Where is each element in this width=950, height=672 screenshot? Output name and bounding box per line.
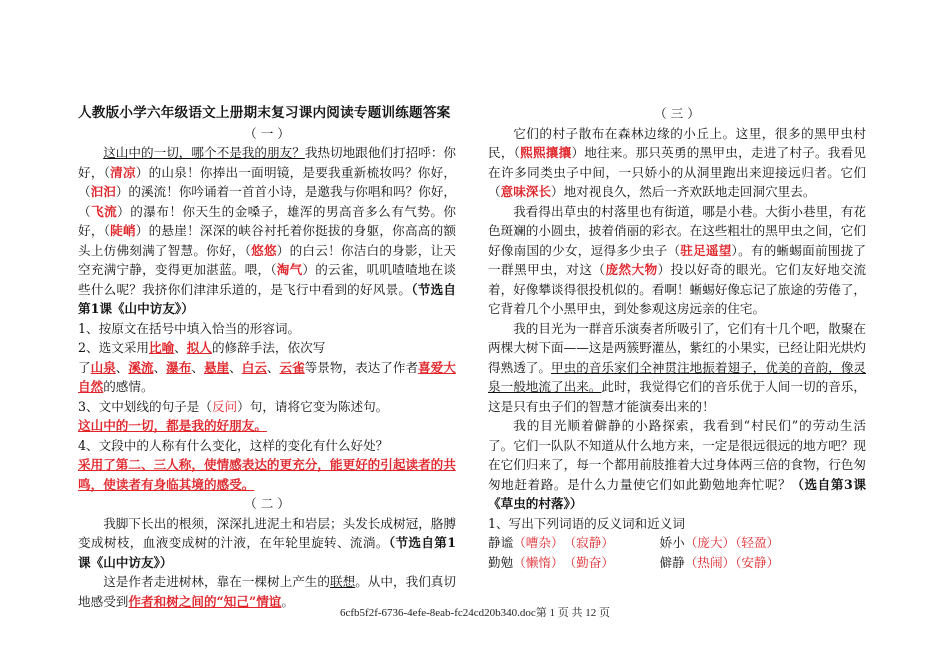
answer-4: 采用了第二、三人称，使情感表达的更充分，能更好的引起读者的共鸣，使读者有身临其境的感受。 xyxy=(78,457,456,492)
answer-word: （热闹） xyxy=(684,554,736,570)
answer-word: 悬崖 xyxy=(203,359,230,375)
answer-word: 意味深长 xyxy=(500,184,551,199)
answer-word: 拟人 xyxy=(186,340,212,355)
left-column xyxy=(78,104,456,611)
passage-2-question: 这是作者走进树林，靠在一棵树上产生的联想。从中，我们真切地感受到作者和树之间的“知己”情谊。 xyxy=(78,574,457,609)
answer-word: （寂静） xyxy=(563,535,614,550)
section-1-heading: （ 一 ） xyxy=(244,125,290,141)
answer-word: （勤奋） xyxy=(563,554,614,570)
right-column xyxy=(488,104,866,572)
answer-word: 驻足遥望 xyxy=(680,242,732,258)
passage-3-para-4: 我的目光顺着僻静的小路探索，我看到“村民们”的劳动生活了。它们一队队不知道从什么地方来，一定是很远很远的地方吧？现在它们归来了，每一个都用前肢推着大过身体两三倍的食物，行色匆匆地赶着路。是什么力量使它们如此勤勉地奔忙呢？（选自第3课《草虫的村落》） xyxy=(488,418,867,511)
document-title: 人教版小学六年级语文上册期末复习课内阅读专题训练题答案 xyxy=(78,105,451,121)
answer-word: （安静） xyxy=(735,554,780,570)
answer-word: 白云 xyxy=(241,359,267,375)
passage-3-para-3: 我的目光为一群音乐演奏者所吸引了，它们有十几个吧，散聚在两棵大树下面——这是两簇野灌丛，紫红的小果实，已经让阳光烘灼得熟透了。甲虫的音乐家们全神贯注地振着翅子，优美的音韵，像灵泉一般地流了出来。此时，我觉得它们的音乐优于人间一切的音乐，这是只有虫子们的智慧才能演奏出来的！ xyxy=(488,320,867,414)
answer-word: 瀑布 xyxy=(166,359,192,375)
answer-word: 悠悠 xyxy=(251,242,277,258)
answer-word: 淘气 xyxy=(276,262,303,277)
answer-word: 溪流 xyxy=(128,359,154,375)
question-3: 3、文中划线的句子是（反问）句，请将它变为陈述句。 xyxy=(78,398,389,414)
answer-word: 飞流 xyxy=(91,203,118,219)
underlined-sentence: 这山中的一切，哪个不是我的朋友？ xyxy=(103,145,305,160)
page-footer: 6cfb5f2f-6736-4efe-8eab-fc24cd20b340.doc第 1 页 共 12 页 xyxy=(339,607,611,619)
antonym-synonym-row-1: 静谧（嘈杂）（寂静） 娇小（庞大）（轻盈） xyxy=(488,533,866,553)
answer-word: 熙熙攘攘 xyxy=(520,145,572,160)
answer-word: 陡峭 xyxy=(110,223,136,238)
answer-word: （嘈杂） xyxy=(513,535,564,550)
question-1: 1、按原文在括号中填入恰当的形容词。 xyxy=(78,320,301,336)
answer-word: 喜爱大自然 xyxy=(78,359,456,394)
answer-word: 云雀 xyxy=(279,359,305,375)
answer-word: （懒惰） xyxy=(513,554,564,570)
source-note: （节选自第1课《山中访友》） xyxy=(78,535,457,570)
answer-word: （庞大） xyxy=(684,535,736,550)
question-3-1: 1、写出下列词语的反义词和近义词 xyxy=(488,515,685,531)
section-3-heading: （ 三 ） xyxy=(654,106,700,121)
answer-phrase: 作者和树之间的“知己”情谊 xyxy=(128,593,282,609)
source-note: （选自第3课《草虫的村落》） xyxy=(488,476,867,511)
source-note: （节选自第1课《山中访友》） xyxy=(78,281,457,316)
question-2: 2、选文采用比喻、拟人的修辞手法，依次写 了山泉、溪流、瀑布、悬崖、白云、云雀等景物，表达了作者喜爱大自然的感情。 xyxy=(78,340,456,394)
answer-word: 山泉 xyxy=(90,359,116,375)
passage-3-para-1: 它们的村子散布在森林边缘的小丘上。这里，很多的黑甲虫村民，（熙熙攘攘）地往来。那只英勇的黑甲虫，走进了村子。我看见在许多同类虫子中间，一只娇小的从洞里跑出来迎接远归者。它们（意味深长）地对视良久，然后一齐欢跃地走回洞穴里去。 xyxy=(488,125,867,199)
passage-1: 这山中的一切，哪个不是我的朋友？我热切地跟他们打招呼：你好，（清凉）的山泉！你捧出一面明镜，是要我重新梳妆吗？你好，（汩汩）的溪流！你吟诵着一首首小诗，是邀我与你唱和吗？你好，（飞流）的瀑布！你天生的金嗓子，雄浑的男高音多么有气势。你好，（陡峭）的悬崖！深深的峡谷衬托着你挺拔的身躯，你高高的额头上仿佛刻满了智慧。你好，（悠悠）的白云！你洁白的身影，让天空充满宁静，变得更加湛蓝。喂，（淘气）的云雀，叽叽喳喳地在谈些什么呢？我挤你们津津乐道的，是飞行中看到的好风景。（节选自第1课《山中访友》） xyxy=(78,145,457,316)
answer-3: 这山中的一切，都是我的好朋友。 xyxy=(78,418,267,433)
answer-word: 反问 xyxy=(211,398,238,414)
passage-3-para-2: 我看得出草虫的村落里也有街道，哪是小巷。大街小巷里，有花色斑斓的小圆虫，披着俏丽的彩衣。在这些粗壮的黑甲虫之间，它们好像南国的少女，逗得多少虫子（驻足遥望）。有的蜥蜴面前围拢了一群黑甲虫，对这（庞然大物）投以好奇的眼光。它们友好地交流着，好像攀谈得很投机似的。看啊！蜥蜴好像忘记了旅途的劳倦了，它背着几个小黑甲虫，到处参观这房远亲的住宅。 xyxy=(488,203,867,316)
question-4: 4、文段中的人称有什么变化，这样的变化有什么好处？ xyxy=(78,437,389,453)
underlined-word: 联想 xyxy=(330,574,356,589)
answer-word: 汩汩 xyxy=(90,184,116,199)
answer-word: 比喻 xyxy=(148,340,175,355)
passage-2: 我脚下长出的根须，深深扎进泥土和岩层；头发长成树冠，胳膊变成树枝，血液变成树的汁液，在年轮里旋转、流淌。（节选自第1课《山中访友》） xyxy=(78,515,457,570)
answer-word: 清凉 xyxy=(110,164,136,180)
answer-word: （轻盈） xyxy=(735,535,780,550)
section-2-heading: （ 二 ） xyxy=(244,496,290,511)
answer-word: 庞然大物 xyxy=(605,262,658,277)
antonym-synonym-row-2: 勤勉（懒惰）（勤奋） 僻静（热闹）（安静） xyxy=(488,553,866,573)
underlined-sentence: 甲虫的音乐家们全神贯注地振着翅子，优美的音韵，像灵泉一般地流了出来。 xyxy=(488,359,867,394)
